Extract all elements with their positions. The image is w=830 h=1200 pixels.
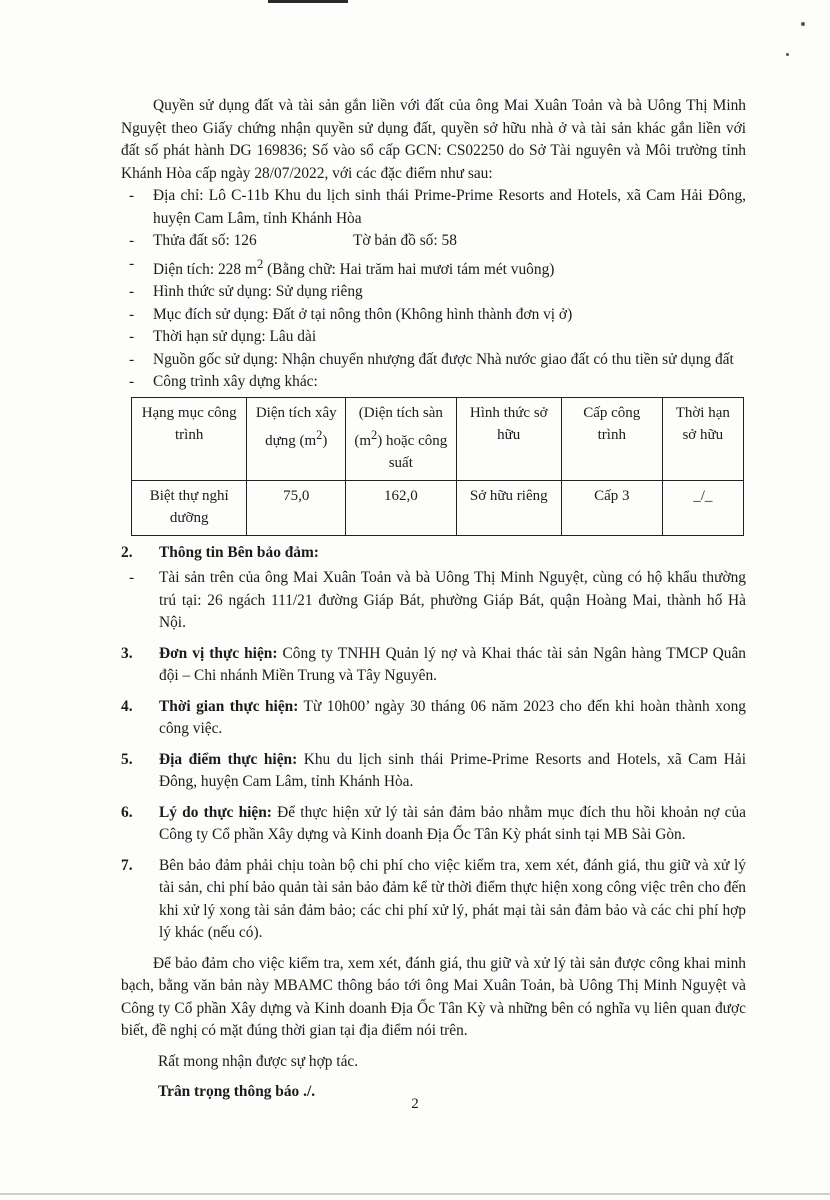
section-text: Để thực hiện xử lý tài sản đảm bảo nhằm mục đích thu hồi khoản nợ của Công ty Cổ phần Xây dựng và Kinh doanh Địa Ốc Tân Kỳ phát sinh tại MB Sài Gòn. — [159, 803, 746, 844]
cell-floor-area: 75,0 — [247, 480, 346, 535]
section-title: Địa điểm thực hiện: — [159, 750, 298, 768]
cell-total-area: 162,0 — [346, 480, 456, 535]
cell-duration: _/_ — [662, 480, 743, 535]
guarantor-info: - Tài sản trên của ông Mai Xuân Toản và bà Uông Thị Minh Nguyệt, cùng có hộ khẩu thường trú tại: 26 ngách 111/21 đường Giáp Bát, phường Giáp Bát, quận Hoàng Mai, thành hố Hà Nội. — [121, 567, 746, 635]
regards-line: Trân trọng thông báo ./. — [158, 1083, 316, 1101]
section-number: 4. — [121, 697, 133, 715]
scan-speck — [801, 22, 805, 26]
detail-parcel — [121, 230, 746, 253]
section-number: 7. — [121, 856, 133, 874]
detail-area — [121, 253, 746, 282]
header-total-area: (Diện tích sàn $(m^2)$ hoặc công suất — [346, 397, 456, 480]
document-body — [121, 95, 746, 1104]
property-details — [121, 185, 746, 394]
section-3 — [121, 643, 746, 688]
detail-term: - Thời hạn sử dụng: Lâu dài — [121, 326, 746, 349]
table-row — [132, 480, 744, 535]
intro-paragraph: Quyền sử dụng đất và tài sản gắn liền với đất của ông Mai Xuân Toản và bà Uông Thị Minh Nguyệt theo Giấy chứng nhận quyền sử dụng đất, quyền sở hữu nhà ở và tài sản khác gắn liền với đất số phát hành DG 169836; Số vào sổ cấp GCN: CS02250 do Sở Tài nguyên và Môi trường tỉnh Khánh Hòa cấp ngày 28/07/2022, với các đặc điểm như sau: — [121, 97, 746, 182]
section-text: Từ 10h00’ ngày 30 tháng 06 năm 2023 cho đến khi hoàn thành xong công việc. — [159, 697, 746, 738]
section-title: Thông tin Bên bảo đảm: — [159, 543, 319, 561]
cell-grade: Cấp 3 — [561, 480, 662, 535]
section-title: Lý do thực hiện: — [159, 803, 272, 821]
section-title: Đơn vị thực hiện: — [159, 644, 278, 662]
area-value: Diện tích: 228 m — [153, 260, 257, 278]
construction-works-table — [131, 397, 744, 536]
scan-edge-mark — [268, 0, 348, 3]
detail-purpose: - Mục đích sử dụng: Đất ở tại nông thôn (Không hình thành đơn vị ở) — [121, 304, 746, 327]
section-7 — [121, 855, 746, 945]
detail-use-form: - Hình thức sử dụng: Sử dụng riêng — [121, 281, 746, 304]
notice-sections — [121, 542, 746, 945]
section-title: Thời gian thực hiện: — [159, 697, 299, 715]
section-number: 3. — [121, 644, 133, 662]
section-2-bullets — [121, 567, 746, 635]
section-5 — [121, 749, 746, 794]
cooperation-line: Rất mong nhận được sự hợp tác. — [158, 1052, 359, 1070]
section-4 — [121, 696, 746, 741]
section-text: Khu du lịch sinh thái Prime-Prime Resorts and Hotels, xã Cam Hải Đông, huyện Cam Lâm, tỉnh Khánh Hòa. — [159, 750, 746, 791]
scan-bottom-edge — [0, 1193, 830, 1195]
header-item: Hạng mục công trình — [132, 397, 247, 480]
parcel-number: Thửa đất số: 126 — [153, 232, 257, 249]
detail-works-label: - Công trình xây dựng khác: — [121, 371, 746, 394]
detail-address: - Địa chỉ: Lô C-11b Khu du lịch sinh thái Prime-Prime Resorts and Hotels, xã Cam Hải Đông, huyện Cam Lâm, tỉnh Khánh Hòa — [121, 185, 746, 230]
section-2 — [121, 542, 746, 565]
area-unit-sup: 2 — [256, 256, 264, 271]
section-number: 5. — [121, 750, 133, 768]
page-number: 2 — [411, 1096, 419, 1112]
cell-ownership: Sở hữu riêng — [456, 480, 561, 535]
section-text: Bên bảo đảm phải chịu toàn bộ chi phí cho việc kiểm tra, xem xét, đánh giá, thu giữ và xử lý tài sản, chi phí bảo quản tài sản bảo đảm kể từ thời điểm thực hiện xong công việc trên cho đến khi xử lý xong tài sản đảm bảo; các chi phí xử lý, phát mại tài sản đảm bảo và các chi phí hợp lý khác (nếu có). — [159, 856, 746, 942]
scan-speck — [786, 53, 789, 56]
section-number: 2. — [121, 543, 133, 561]
header-ownership: Hình thức sở hữu — [456, 397, 561, 480]
header-floor-area: Diện tích xây dựng $(m^2)$ — [247, 397, 346, 480]
map-sheet-number: Tờ bản đồ số: 58 — [353, 232, 457, 249]
detail-origin: - Nguồn gốc sử dụng: Nhận chuyển nhượng đất được Nhà nước giao đất có thu tiền sử dụng đất — [121, 349, 746, 372]
table-header-row — [132, 397, 744, 480]
closing-paragraph: Để bảo đảm cho việc kiểm tra, xem xét, đánh giá, thu giữ và xử lý tài sản được công khai minh bạch, bằng văn bản này MBAMC thông báo tới ông Mai Xuân Toản, bà Uông Thị Minh Nguyệt và Công ty Cổ phần Xây dựng và Kinh doanh Địa Ốc Tân Kỳ và những bên có nghĩa vụ liên quan được biết, đề nghị có mặt đúng thời gian tại địa điểm nói trên. — [121, 954, 746, 1040]
area-in-words: (Bằng chữ: Hai trăm hai mươi tám mét vuông) — [263, 260, 555, 278]
header-duration: Thời hạn sở hữu — [662, 397, 743, 480]
section-6 — [121, 802, 746, 847]
header-grade: Cấp công trình — [561, 397, 662, 480]
section-text: Công ty TNHH Quản lý nợ và Khai thác tài sản Ngân hàng TMCP Quân đội – Chi nhánh Miền Trung và Tây Nguyên. — [159, 644, 746, 685]
cell-item: Biệt thự nghỉ dưỡng — [132, 480, 247, 535]
section-number: 6. — [121, 803, 133, 821]
